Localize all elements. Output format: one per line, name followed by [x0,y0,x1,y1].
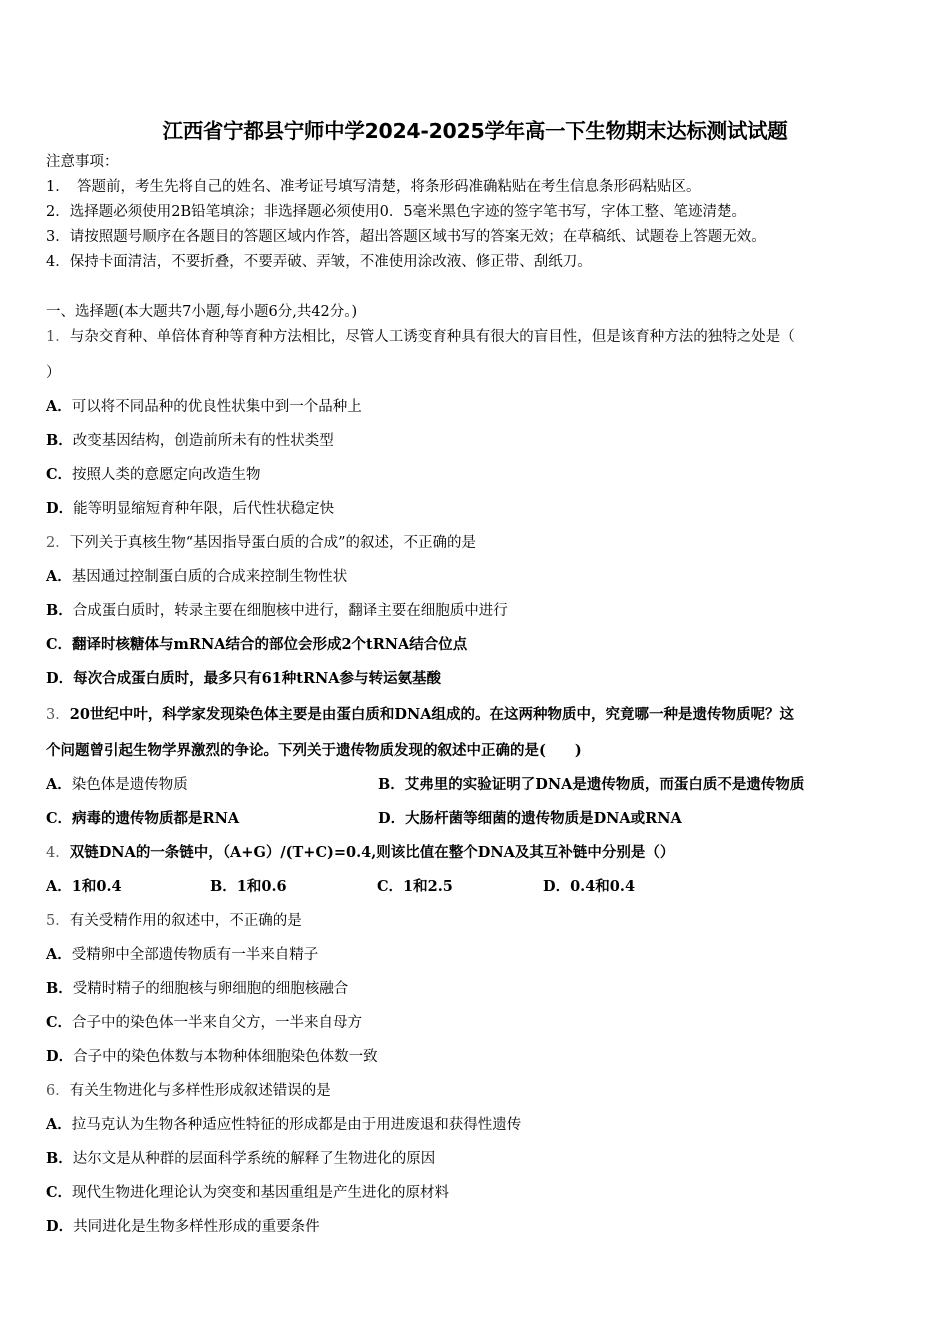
option-text: 受精卵中全部遗传物质有一半来自精子 [71,947,319,963]
option-c [377,877,453,897]
option-b [46,601,508,621]
option-row [46,809,926,829]
question-3-stem [46,705,794,725]
option-letter: B． [46,1150,73,1167]
option-b [210,877,287,897]
option-letter: D． [46,1218,74,1235]
option-text: 1和2.5 [403,878,453,895]
option-text: 受精时精子的细胞核与卵细胞的细胞核融合 [72,981,349,997]
option-letter: A． [46,1116,72,1133]
notice-item: 3．请按照题号顺序在各题目的答题区域内作答，超出答题区域书写的答案无效；在草稿纸、试题卷上答题无效。 [46,229,766,245]
option-text: 大肠杆菌等细菌的遗传物质是DNA或RNA [405,810,682,827]
option-letter: B． [46,980,73,997]
question-3-stem-cont: 个问题曾引起生物学界激烈的争论。下列关于遗传物质发现的叙述中正确的是( ) [46,742,582,759]
question-number: 1． [46,329,70,345]
section-heading: 一、选择题(本大题共7小题,每小题6分,共42分。) [46,304,358,320]
option-a [46,945,318,965]
option-letter: A． [46,878,72,895]
option-a [46,878,122,895]
option-text: 按照人类的意愿定向改造生物 [72,467,261,483]
option-row [46,775,926,795]
option-text: 拉马克认为生物各种适应性特征的形成都是由于用进废退和获得性遗传 [71,1117,522,1133]
option-letter: C． [46,466,73,483]
option-a [46,777,188,793]
question-1-stem-cont: ） [46,365,61,381]
option-letter: D． [46,670,74,687]
question-number: 3． [46,707,70,723]
option-text: 1和0.4 [71,878,122,895]
option-c [46,1013,362,1033]
notice-heading: 注意事项： [46,154,119,170]
option-c [46,465,261,485]
page-title: 江西省宁都县宁师中学2024-2025学年高一下生物期末达标测试试题 [162,119,788,143]
option-d [46,669,441,689]
option-letter: A． [46,946,72,963]
option-text: 0.4和0.4 [570,878,636,895]
option-letter: D． [46,1048,74,1065]
option-letter: B． [46,432,73,449]
option-b [46,979,348,999]
question-text: 有关生物进化与多样性形成叙述错误的是 [69,1083,331,1099]
question-4-stem [46,843,674,863]
option-d [46,1217,320,1237]
option-letter: C． [46,810,73,827]
notice-item: 2．选择题必须使用2B铅笔填涂；非选择题必须使用0．5毫米黑色字迹的签字笔书写，字体工整、笔迹清楚。 [46,204,747,220]
notice-item: 4．保持卡面清洁，不要折叠，不要弄破、弄皱，不准使用涂改液、修正带、刮纸刀。 [46,254,592,270]
option-text: 能等明显缩短育种年限，后代性状稳定快 [73,501,335,517]
option-d [46,499,334,519]
option-letter: A． [46,398,72,415]
option-text: 每次合成蛋白质时，最多只有61种tRNA参与转运氨基酸 [73,670,442,687]
option-row [46,877,926,897]
notice-item: 1． 答题前，考生先将自己的姓名、准考证号填写清楚，将条形码准确粘贴在考生信息条形码粘贴区。 [46,179,701,195]
question-text: 双链DNA的一条链中，（A+G）/(T+C)=0.4,则该比值在整个DNA及其互补链中分别是（） [69,844,675,861]
question-number: 2． [46,535,70,551]
option-a [46,1115,521,1135]
question-6-stem [46,1081,331,1101]
option-text: 艾弗里的实验证明了DNA是遗传物质，而蛋白质不是遗传物质 [404,776,805,793]
option-letter: C． [46,636,73,653]
option-letter: D． [378,810,406,827]
option-text: 改变基因结构，创造前所未有的性状类型 [72,433,334,449]
question-text: 下列关于真核生物“基因指导蛋白质的合成”的叙述，不正确的是 [69,535,477,551]
option-c [46,811,239,827]
question-text: 有关受精作用的叙述中，不正确的是 [69,913,302,929]
option-text: 合成蛋白质时，转录主要在细胞核中进行，翻译主要在细胞质中进行 [72,603,508,619]
option-text: 合子中的染色体数与本物种体细胞染色体数一致 [73,1049,378,1065]
option-b [46,1149,435,1169]
option-letter: D． [543,878,571,895]
option-text: 现代生物进化理论认为突变和基因重组是产生进化的原材料 [72,1185,450,1201]
option-letter: A． [46,776,72,793]
option-b [46,431,334,451]
option-c [46,635,467,655]
option-letter: C． [46,1014,73,1031]
option-d [378,809,682,829]
option-letter: C． [46,1184,73,1201]
option-letter: B． [210,878,237,895]
option-a [46,567,347,587]
question-5-stem [46,911,302,931]
option-text: 病毒的遗传物质都是RNA [72,810,240,827]
question-text: 20世纪中叶，科学家发现染色体主要是由蛋白质和DNA组成的。在这两种物质中，究竟哪一种是遗传物质呢？这 [69,706,794,723]
option-text: 合子中的染色体一半来自父方，一半来自母方 [72,1015,363,1031]
option-letter: D． [46,500,74,517]
option-c [46,1183,449,1203]
option-text: 可以将不同品种的优良性状集中到一个品种上 [71,399,362,415]
option-d [46,1047,378,1067]
option-d [543,877,635,897]
question-2-stem [46,533,476,553]
question-text: 与杂交育种、单倍体育种等育种方法相比，尽管人工诱变育种具有很大的盲目性，但是该育种方法的独特之处是（ [69,329,795,345]
option-letter: A． [46,568,72,585]
option-text: 翻译时核糖体与mRNA结合的部位会形成2个tRNA结合位点 [72,636,468,653]
question-1-stem [46,327,795,347]
option-a [46,397,362,417]
option-letter: B． [46,602,73,619]
option-text: 达尔文是从种群的层面科学系统的解释了生物进化的原因 [72,1151,436,1167]
option-text: 基因通过控制蛋白质的合成来控制生物性状 [71,569,348,585]
option-letter: B． [378,776,405,793]
option-b [378,775,804,795]
question-number: 5． [46,913,70,929]
option-text: 共同进化是生物多样性形成的重要条件 [73,1219,320,1235]
option-text: 1和0.6 [236,878,287,895]
question-number: 6． [46,1083,70,1099]
option-letter: C． [377,878,404,895]
option-text: 染色体是遗传物质 [71,777,188,793]
question-number: 4． [46,845,70,861]
